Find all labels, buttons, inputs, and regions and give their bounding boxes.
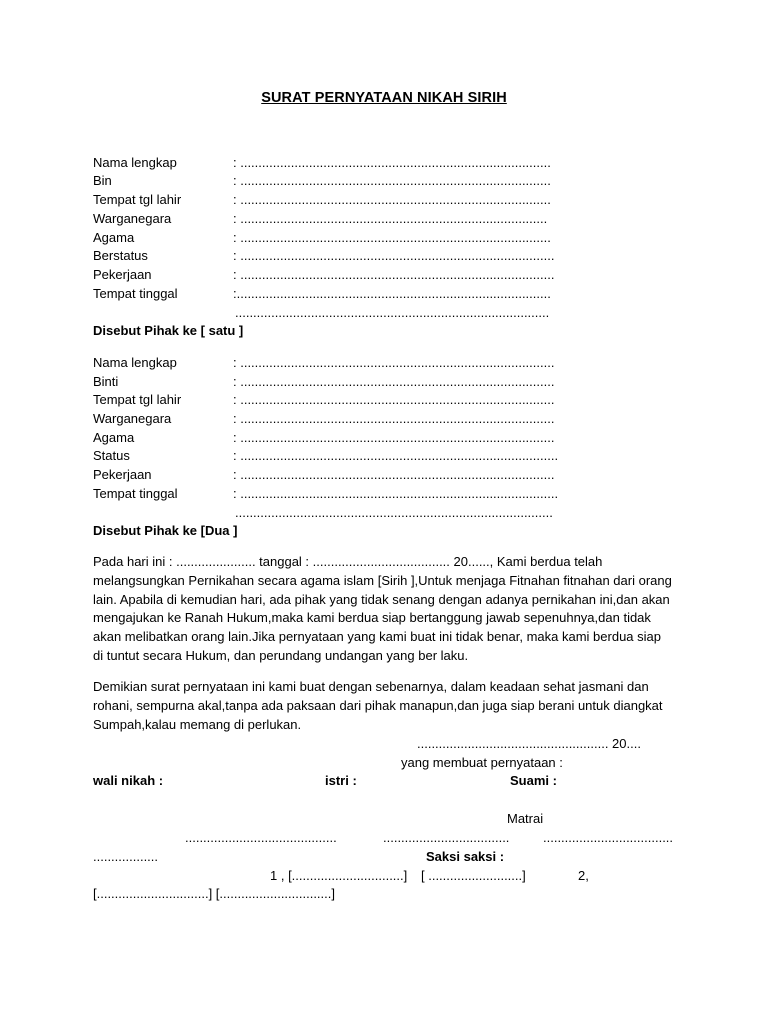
signature-saksi1: 1 , [...............................]: [270, 868, 408, 883]
paragraph-line: lain. Apabila di kemudian hari, ada pihak yang tidak senang dengan adanya pernikahan ini,dan akan: [93, 591, 670, 607]
field-value: : .......................................................................................: [233, 355, 555, 370]
field-value: : ......................................................................................: [233, 192, 551, 207]
field-label: Bin: [93, 173, 112, 188]
paragraph-line: melangsungkan Pernikahan secara agama islam [Sirih ],Untuk menjaga Fitnahan fitnahan dari orang: [93, 572, 672, 588]
field-label: Berstatus: [93, 248, 148, 263]
field-value: : .......................................................................................: [233, 430, 555, 445]
paragraph-line: rohani, sempurna akal,tanpa ada paksaan dari pihak manapun,dan juga siap berani untuk diangkat: [93, 697, 663, 713]
paragraph-line: Sumpah,kalau memang di perlukan.: [93, 716, 302, 732]
party1-caption: Disebut Pihak ke [ satu ]: [93, 323, 244, 338]
signature-saksi-bracket: [ ..........................]: [421, 868, 526, 883]
field-label: Nama lengkap: [93, 155, 177, 170]
signature-date-line: ..................................................... 20....: [417, 736, 641, 751]
field-value: : ......................................................................................: [233, 155, 551, 170]
field-label: Agama: [93, 430, 135, 445]
field-value: : .......................................................................................: [233, 267, 555, 282]
field-label: Pekerjaan: [93, 267, 152, 282]
field-value: : .......................................................................................: [233, 392, 555, 407]
field-label: Status: [93, 448, 130, 463]
field-value: : ........................................................................................: [233, 486, 559, 501]
field-value: : .......................................................................................: [233, 374, 555, 389]
signature-suami-line: ....................................: [543, 830, 674, 845]
signature-matrai: Matrai: [507, 811, 544, 826]
signature-istri-line: ...................................: [383, 830, 510, 845]
field-label: Tempat tgl lahir: [93, 192, 182, 207]
field-value: : ........................................................................................: [233, 448, 559, 463]
field-value: : .....................................................................................: [233, 211, 548, 226]
signature-wali-label: wali nikah :: [93, 773, 164, 788]
paragraph-line: mengajukan ke Ranah Hukum,maka kami berdua siap bertanggung jawab sepenuhnya,dan tidak: [93, 610, 651, 626]
field-value: : .......................................................................................: [233, 411, 555, 426]
signature-saksi-label: Saksi saksi :: [426, 849, 505, 864]
paragraph-line: Pada hari ini : ...................... tanggal : ...................................... 20......, Kami berdua telah: [93, 554, 603, 569]
field-value: : ......................................................................................: [233, 173, 551, 188]
field-value: :.......................................................................................: [233, 286, 551, 301]
paragraph-line: Demikian surat pernyataan ini kami buat dengan sebenarnya, dalam keadaan sehat jasmani dan: [93, 679, 649, 694]
field-label: Agama: [93, 230, 135, 245]
party2-address-continuation: ........................................................................................: [235, 505, 553, 520]
signature-saksi2-number: 2,: [578, 868, 589, 883]
signature-saksi2-line: [...............................] [...............................]: [93, 886, 335, 901]
document-title: SURAT PERNYATAAN NIKAH SIRIH: [261, 90, 507, 106]
field-label: Binti: [93, 374, 119, 389]
signature-wali-line-cont: ..................: [93, 849, 159, 864]
party1-address-continuation: .......................................................................................: [235, 305, 550, 320]
field-label: Warganegara: [93, 211, 172, 226]
paragraph-line: akan melibatkan orang lain.Jika pernyataan yang kami buat ini tidak benar, maka kami berdua siap: [93, 629, 662, 645]
field-label: Pekerjaan: [93, 467, 152, 482]
signature-istri-label: istri :: [325, 773, 357, 788]
field-label: Nama lengkap: [93, 355, 177, 370]
signature-made-by: yang membuat pernyataan :: [401, 755, 563, 770]
closing-paragraph: [93, 678, 683, 734]
field-label: Tempat tinggal: [93, 486, 178, 501]
paragraph-line: di tuntut secara Hukum, dan perundang undangan yang ber laku.: [93, 647, 469, 663]
field-label: Tempat tinggal: [93, 286, 178, 301]
field-value: : ......................................................................................: [233, 230, 551, 245]
party2-caption: Disebut Pihak ke [Dua ]: [93, 523, 238, 538]
field-label: Warganegara: [93, 411, 172, 426]
statement-paragraph: [93, 553, 683, 666]
field-value: : .......................................................................................: [233, 248, 555, 263]
signature-wali-line: ..........................................: [185, 830, 337, 845]
field-value: : .......................................................................................: [233, 467, 555, 482]
signature-suami-label: Suami :: [510, 773, 557, 788]
field-label: Tempat tgl lahir: [93, 392, 182, 407]
